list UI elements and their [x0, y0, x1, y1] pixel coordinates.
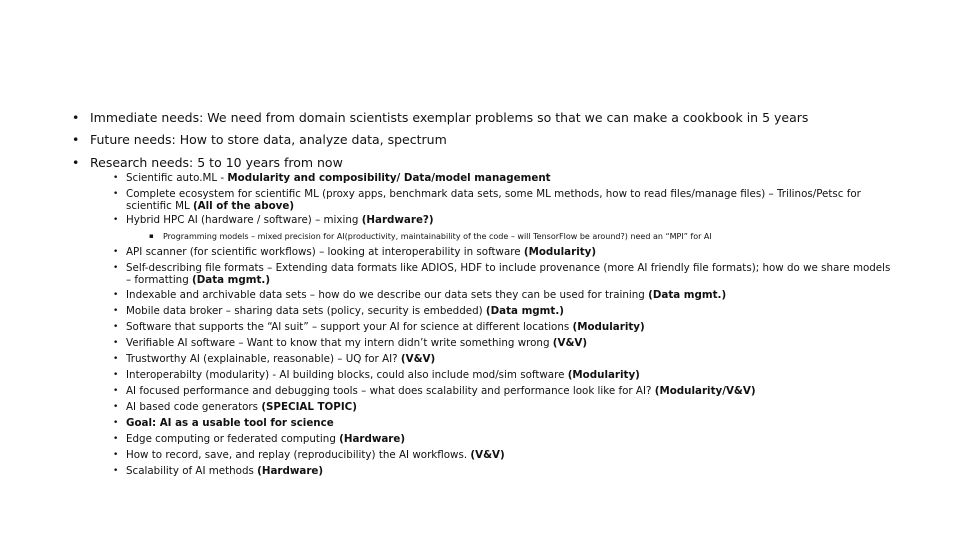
bullet-dot: •: [113, 354, 119, 364]
item-text: How to record, save, and replay (reproducibility) the AI workflows.: [126, 449, 471, 461]
bullet-dot: •: [113, 189, 119, 199]
item-text: Complete ecosystem for scientific ML (proxy apps, benchmark data sets, some ML methods, how to read files/manage files) – Trilinos/Petsc for scientific ML: [126, 188, 861, 212]
item-text: Edge computing or federated computing: [126, 433, 340, 445]
research-item: [113, 433, 893, 445]
item-text: Interoperabilty (modularity) - AI building blocks, could also include mod/sim software: [126, 369, 568, 381]
bullet-dot: •: [72, 132, 80, 147]
bullet-dot: •: [72, 155, 80, 170]
bullet-dot: •: [113, 370, 119, 380]
research-item: [113, 353, 893, 365]
item-tag: (V&V): [552, 337, 588, 349]
bullet-dot: •: [113, 466, 119, 476]
item-text: Mobile data broker – sharing data sets (policy, security is embedded): [126, 305, 486, 317]
research-item: [113, 401, 893, 413]
bullet-dot: •: [113, 402, 119, 412]
item-text: Scientific auto.ML -: [126, 172, 228, 184]
bullet-dot: •: [113, 263, 119, 273]
item-tag: (Data mgmt.): [648, 289, 727, 301]
research-item: [113, 262, 893, 286]
item-text: Indexable and archivable data sets – how do we describe our data sets they can be used for training: [126, 289, 649, 301]
bullet-text: Future needs: How to store data, analyze data, spectrum: [90, 132, 447, 147]
item-tag: (Modularity): [572, 321, 645, 333]
research-item: [113, 385, 893, 397]
item-text: API scanner (for scientific workflows) – looking at interoperability in software: [126, 246, 524, 258]
item-text: Self-describing file formats – Extending data formats like ADIOS, HDF to include provenance (more AI friendly file formats); how do we share models – formatting: [126, 262, 891, 286]
item-tag: (Modularity): [523, 246, 597, 258]
bullet-text: Immediate needs: We need from domain scientists exemplar problems so that we can make a cookbook in 5 years: [90, 110, 809, 125]
research-item: [113, 214, 893, 226]
item-text: Verifiable AI software – Want to know that my intern didn’t write something wrong: [126, 337, 553, 349]
research-item: [113, 321, 893, 333]
item-tag: (Data mgmt.): [192, 274, 271, 286]
bullet-dot: •: [113, 450, 119, 460]
item-tag: (Hardware): [339, 433, 406, 445]
item-tag: (SPECIAL TOPIC): [261, 401, 357, 413]
item-text: Programming models – mixed precision for AI(productivity, maintainability of the code – will TensorFlow be around?) need an “MPI” for AI: [163, 232, 712, 241]
research-item: [113, 289, 893, 301]
item-text: Scalability of AI methods: [126, 465, 258, 477]
item-tag: (V&V): [400, 353, 436, 365]
bullet-dot: •: [113, 306, 119, 316]
research-item: [113, 417, 893, 429]
item-text: Hybrid HPC AI (hardware / software) – mixing: [126, 214, 362, 226]
item-tag: (Data mgmt.): [485, 305, 564, 317]
research-sub-item: [149, 232, 712, 241]
bullet-dot: •: [113, 338, 119, 348]
item-tag: Goal: AI as a usable tool for science: [126, 417, 334, 429]
item-text: Software that supports the “AI suit” – support your AI for science at different locations: [126, 321, 573, 333]
bullet-dot: •: [72, 110, 80, 125]
research-item: [113, 246, 893, 258]
bullet-dot: •: [113, 290, 119, 300]
item-tag: (Modularity/V&V): [654, 385, 756, 397]
bullet-text: Research needs: 5 to 10 years from now: [90, 155, 343, 170]
item-text: Trustworthy AI (explainable, reasonable) – UQ for AI?: [126, 353, 401, 365]
item-tag: (V&V): [470, 449, 505, 461]
bullet-dot: •: [113, 215, 119, 225]
bullet-dot: •: [113, 434, 119, 444]
research-item: [113, 337, 893, 349]
bullet-dot: •: [113, 322, 119, 332]
research-item: [113, 369, 893, 381]
item-text: AI based code generators: [126, 401, 262, 413]
bullet-dot: •: [113, 418, 119, 428]
research-item: [113, 188, 893, 212]
research-item: [113, 449, 893, 461]
item-tag: (Hardware): [257, 465, 324, 477]
item-tag: Modularity and composibility/ Data/model management: [227, 172, 551, 184]
research-item: [113, 465, 893, 477]
bullet-dot: •: [113, 386, 119, 396]
research-item: [113, 305, 893, 317]
item-tag: (Hardware?): [361, 214, 434, 226]
research-item: [113, 172, 893, 184]
bullet-dot: •: [113, 173, 119, 183]
item-tag: (All of the above): [192, 200, 295, 212]
item-text: AI focused performance and debugging tools – what does scalability and performance look like for AI?: [126, 385, 655, 397]
sub-bullet-square: ▪: [149, 232, 154, 240]
bullet-dot: •: [113, 247, 119, 257]
item-tag: (Modularity): [567, 369, 640, 381]
